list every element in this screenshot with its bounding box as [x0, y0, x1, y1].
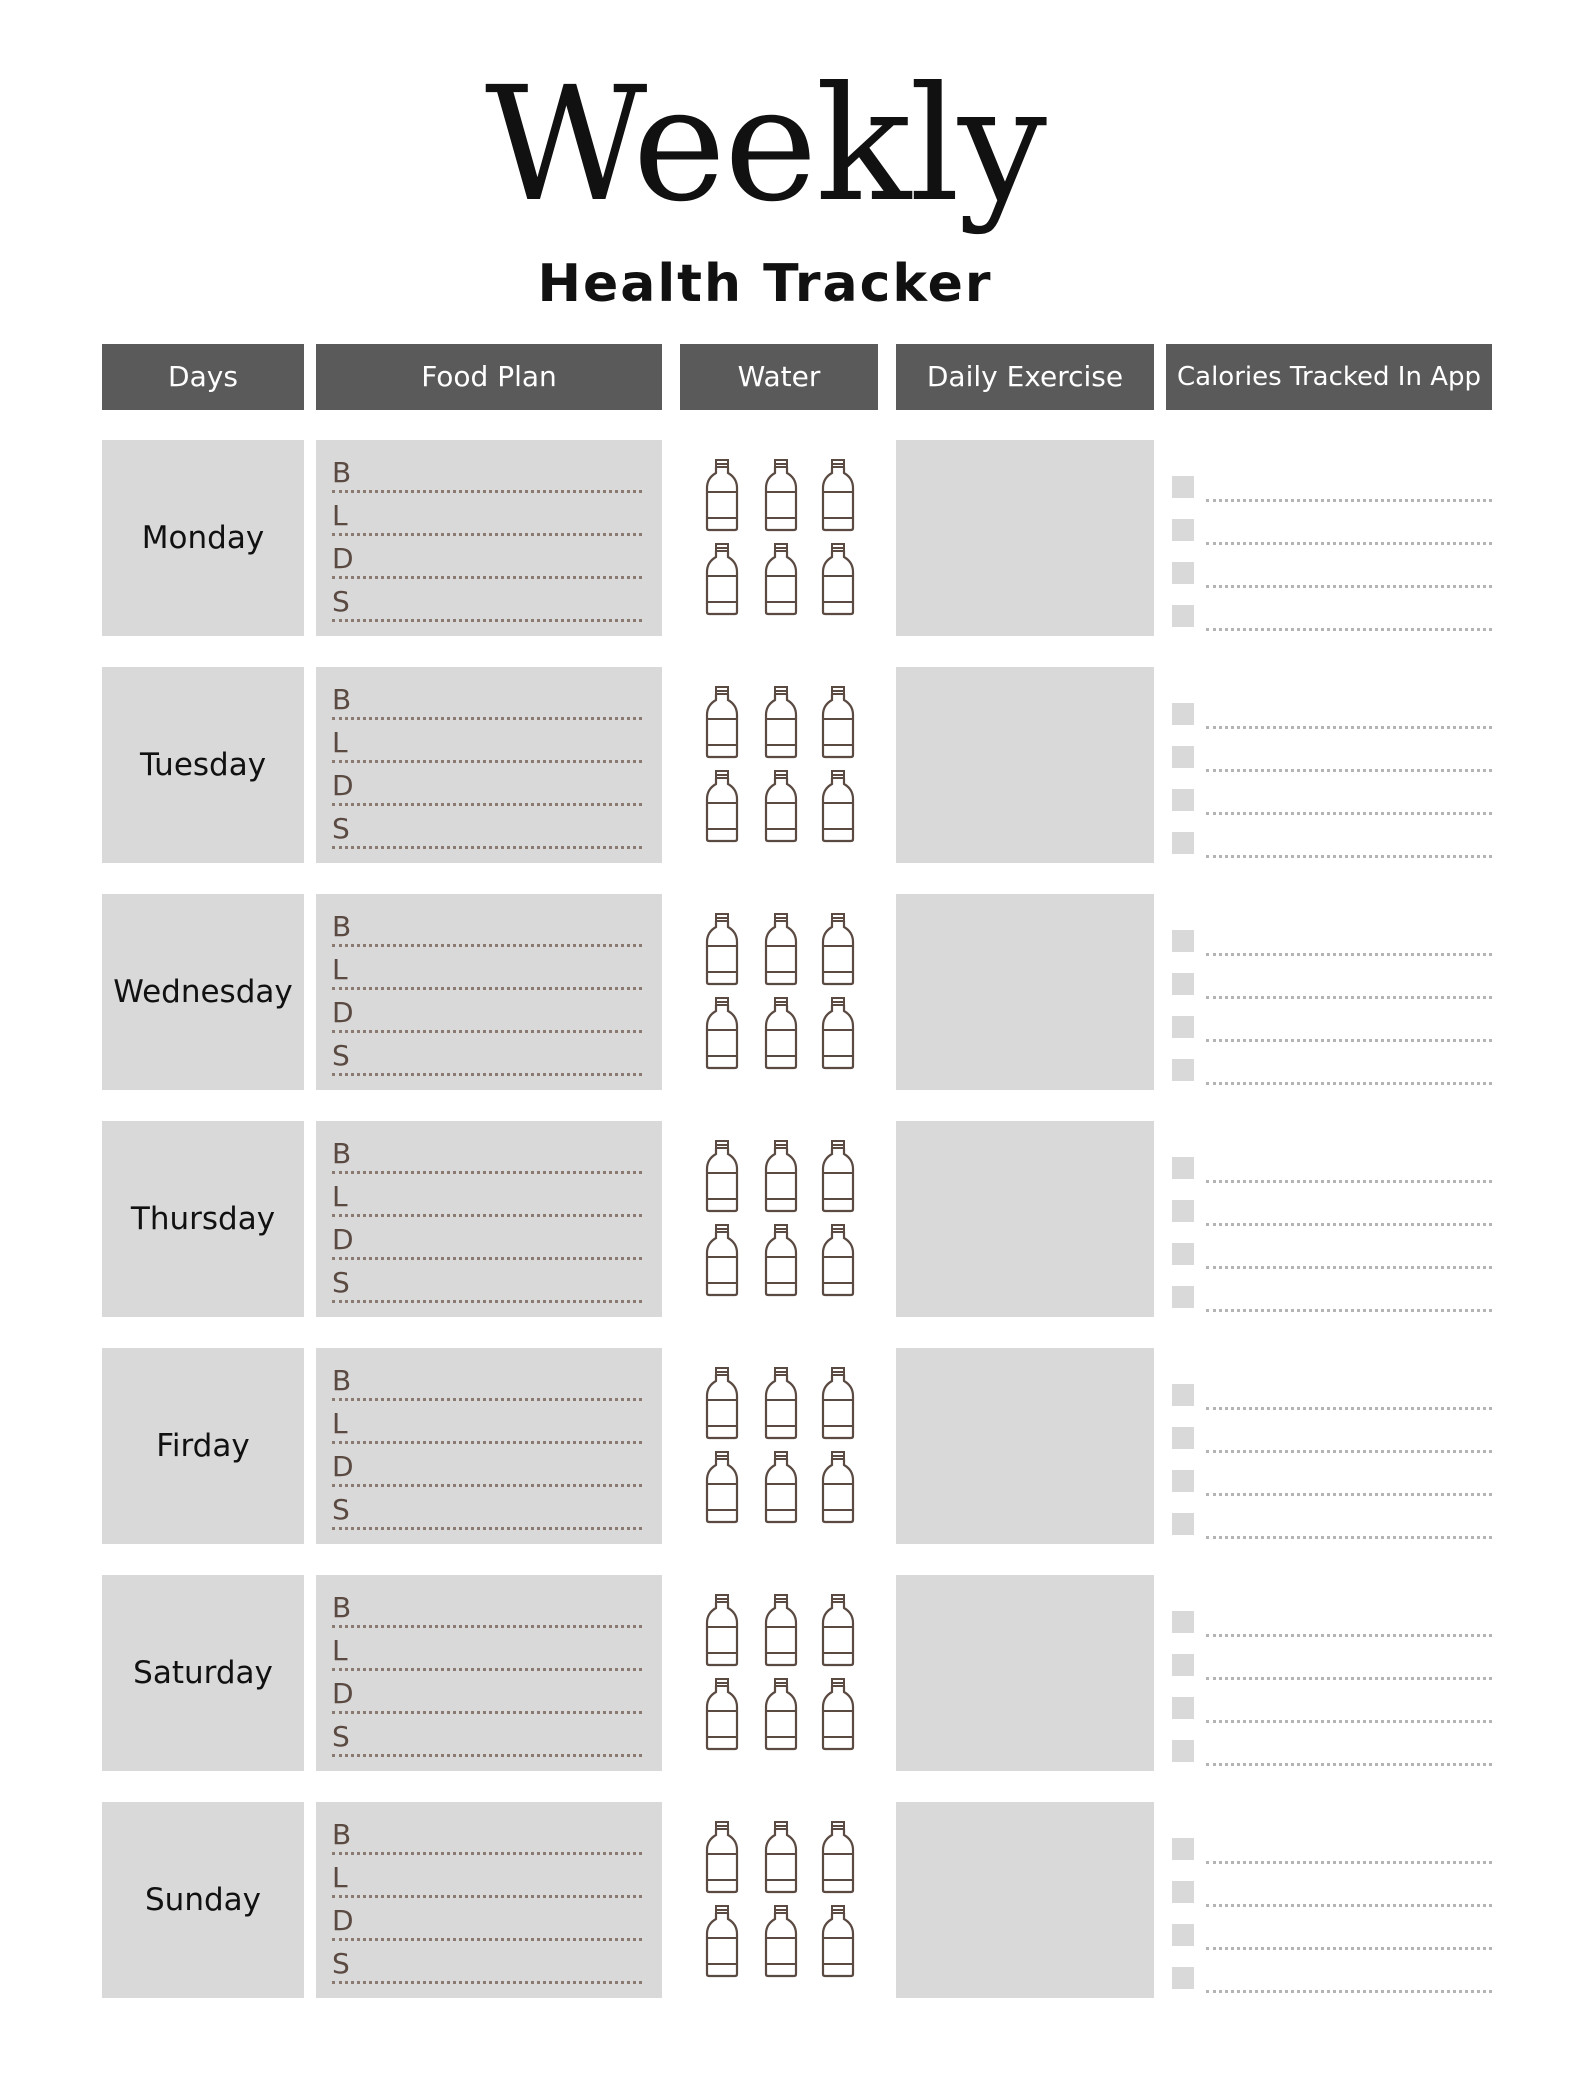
exercise-cell[interactable] — [896, 440, 1154, 636]
calorie-entry-line[interactable] — [1206, 584, 1492, 588]
water-bottle-icon[interactable] — [705, 996, 739, 1070]
water-bottle-icon[interactable] — [821, 1450, 855, 1524]
water-cell — [680, 667, 878, 863]
calorie-entry-line[interactable] — [1206, 725, 1492, 729]
water-cell — [680, 440, 878, 636]
meal-letter: S — [332, 1720, 350, 1753]
water-bottle-icon[interactable] — [705, 769, 739, 843]
meal-letter: B — [332, 910, 352, 943]
food-plan-cell — [316, 1802, 662, 1998]
calorie-entry-line[interactable] — [1206, 1265, 1492, 1269]
meal-letter: S — [332, 812, 350, 845]
calorie-check-row — [1172, 730, 1492, 772]
exercise-cell[interactable] — [896, 1802, 1154, 1998]
calorie-check-row — [1172, 1270, 1492, 1312]
meal-entry-line[interactable] — [332, 1129, 642, 1174]
meal-letter: B — [332, 456, 352, 489]
meal-entry-line[interactable] — [332, 675, 642, 720]
calorie-checkbox[interactable] — [1172, 1611, 1194, 1633]
day-label: Tuesday — [102, 667, 304, 863]
calorie-entry-line[interactable] — [1206, 1903, 1492, 1907]
calories-cell — [1172, 1575, 1492, 1771]
water-bottle-icon[interactable] — [821, 769, 855, 843]
meal-entry-line[interactable] — [332, 1669, 642, 1714]
calories-cell — [1172, 894, 1492, 1090]
calorie-check-row — [1172, 503, 1492, 545]
meal-entry-line[interactable] — [332, 902, 642, 947]
meal-entry-line[interactable] — [332, 761, 642, 806]
meal-entry-line[interactable] — [332, 448, 642, 493]
calorie-checkbox[interactable] — [1172, 1243, 1194, 1265]
calorie-checkbox[interactable] — [1172, 1200, 1194, 1222]
calorie-check-row — [1172, 1724, 1492, 1766]
water-cell — [680, 1121, 878, 1317]
calorie-check-row — [1172, 1454, 1492, 1496]
water-bottle-icon[interactable] — [705, 1904, 739, 1978]
meal-letter: D — [332, 996, 354, 1029]
calorie-checkbox[interactable] — [1172, 1513, 1194, 1535]
calorie-entry-line[interactable] — [1206, 1860, 1492, 1864]
calorie-check-row — [1172, 1141, 1492, 1183]
calorie-check-row — [1172, 1043, 1492, 1085]
water-cell — [680, 1348, 878, 1544]
calorie-check-row — [1172, 1000, 1492, 1042]
meal-letter: L — [332, 1407, 348, 1440]
meal-letter: B — [332, 1137, 352, 1170]
calories-cell — [1172, 1802, 1492, 1998]
meal-letter: L — [332, 1180, 348, 1213]
calorie-entry-line[interactable] — [1206, 811, 1492, 815]
calorie-checkbox[interactable] — [1172, 1384, 1194, 1406]
meal-entry-line[interactable] — [332, 945, 642, 990]
meal-letter: D — [332, 1223, 354, 1256]
calorie-entry-line[interactable] — [1206, 627, 1492, 631]
water-bottle-icon[interactable] — [705, 1139, 739, 1213]
water-bottle-icon[interactable] — [821, 996, 855, 1070]
exercise-cell[interactable] — [896, 1575, 1154, 1771]
calorie-checkbox[interactable] — [1172, 1838, 1194, 1860]
calorie-check-row — [1172, 1908, 1492, 1950]
meal-letter: S — [332, 1039, 350, 1072]
meal-entry-line[interactable] — [332, 1356, 642, 1401]
calorie-check-row — [1172, 687, 1492, 729]
meal-letter: B — [332, 1364, 352, 1397]
calories-cell — [1172, 1348, 1492, 1544]
water-bottle-icon[interactable] — [705, 1450, 739, 1524]
calorie-check-row — [1172, 1951, 1492, 1993]
water-bottle-icon[interactable] — [764, 1450, 798, 1524]
day-label: Monday — [102, 440, 304, 636]
water-bottle-icon[interactable] — [821, 1139, 855, 1213]
meal-entry-line[interactable] — [332, 804, 642, 849]
calorie-checkbox[interactable] — [1172, 476, 1194, 498]
water-bottle-icon[interactable] — [705, 685, 739, 759]
calorie-checkbox[interactable] — [1172, 1016, 1194, 1038]
calorie-checkbox[interactable] — [1172, 1654, 1194, 1676]
calorie-checkbox[interactable] — [1172, 1157, 1194, 1179]
water-bottle-icon[interactable] — [821, 1904, 855, 1978]
calorie-entry-line[interactable] — [1206, 1081, 1492, 1085]
calorie-check-row — [1172, 1681, 1492, 1723]
calorie-entry-line[interactable] — [1206, 768, 1492, 772]
calories-cell — [1172, 1121, 1492, 1317]
calorie-entry-line[interactable] — [1206, 1719, 1492, 1723]
meal-entry-line[interactable] — [332, 1258, 642, 1303]
water-bottle-icon[interactable] — [821, 685, 855, 759]
water-bottle-icon[interactable] — [764, 542, 798, 616]
header-calories: Calories Tracked In App — [1166, 344, 1492, 410]
header-days: Days — [102, 344, 304, 410]
water-bottle-icon[interactable] — [821, 1677, 855, 1751]
calorie-checkbox[interactable] — [1172, 1740, 1194, 1762]
calorie-entry-line[interactable] — [1206, 1676, 1492, 1680]
meal-entry-line[interactable] — [332, 491, 642, 536]
calorie-check-row — [1172, 1595, 1492, 1637]
water-bottle-icon[interactable] — [764, 1223, 798, 1297]
calorie-check-row — [1172, 957, 1492, 999]
meal-letter: S — [332, 1947, 350, 1980]
meal-entry-line[interactable] — [332, 1626, 642, 1671]
calorie-check-row — [1172, 1411, 1492, 1453]
water-bottle-icon[interactable] — [764, 1677, 798, 1751]
water-cell — [680, 1575, 878, 1771]
calorie-check-row — [1172, 1865, 1492, 1907]
meal-entry-line[interactable] — [332, 1583, 642, 1628]
water-bottle-icon[interactable] — [821, 1366, 855, 1440]
calorie-entry-line[interactable] — [1206, 1406, 1492, 1410]
meal-letter: B — [332, 1818, 352, 1851]
meal-letter: L — [332, 953, 348, 986]
calories-cell — [1172, 440, 1492, 636]
exercise-cell[interactable] — [896, 1348, 1154, 1544]
header-water: Water — [680, 344, 878, 410]
calorie-checkbox[interactable] — [1172, 1059, 1194, 1081]
calorie-checkbox[interactable] — [1172, 519, 1194, 541]
water-bottle-icon[interactable] — [821, 1593, 855, 1667]
water-bottle-icon[interactable] — [764, 1904, 798, 1978]
meal-entry-line[interactable] — [332, 718, 642, 763]
calorie-entry-line[interactable] — [1206, 995, 1492, 999]
exercise-cell[interactable] — [896, 667, 1154, 863]
calorie-checkbox[interactable] — [1172, 930, 1194, 952]
calorie-checkbox[interactable] — [1172, 832, 1194, 854]
calorie-check-row — [1172, 1227, 1492, 1269]
calorie-check-row — [1172, 1184, 1492, 1226]
day-label: Saturday — [102, 1575, 304, 1771]
water-bottle-icon[interactable] — [705, 1677, 739, 1751]
meal-entry-line[interactable] — [332, 1712, 642, 1757]
calorie-checkbox[interactable] — [1172, 562, 1194, 584]
water-bottle-icon[interactable] — [705, 1820, 739, 1894]
food-plan-cell — [316, 894, 662, 1090]
food-plan-cell — [316, 1121, 662, 1317]
calorie-entry-line[interactable] — [1206, 1038, 1492, 1042]
meal-entry-line[interactable] — [332, 1399, 642, 1444]
calorie-check-row — [1172, 816, 1492, 858]
calorie-checkbox[interactable] — [1172, 973, 1194, 995]
meal-entry-line[interactable] — [332, 988, 642, 1033]
water-bottle-icon[interactable] — [764, 769, 798, 843]
calories-cell — [1172, 667, 1492, 863]
water-bottle-icon[interactable] — [821, 1223, 855, 1297]
calorie-checkbox[interactable] — [1172, 1697, 1194, 1719]
calorie-check-row — [1172, 914, 1492, 956]
water-bottle-icon[interactable] — [821, 1820, 855, 1894]
calorie-entry-line[interactable] — [1206, 498, 1492, 502]
calorie-checkbox[interactable] — [1172, 1286, 1194, 1308]
calorie-entry-line[interactable] — [1206, 1308, 1492, 1312]
meal-letter: S — [332, 585, 350, 618]
calorie-checkbox[interactable] — [1172, 1924, 1194, 1946]
calorie-checkbox[interactable] — [1172, 605, 1194, 627]
water-bottle-icon[interactable] — [821, 912, 855, 986]
water-bottle-icon[interactable] — [764, 458, 798, 532]
meal-letter: S — [332, 1493, 350, 1526]
water-bottle-icon[interactable] — [821, 458, 855, 532]
meal-entry-line[interactable] — [332, 1810, 642, 1855]
water-cell — [680, 894, 878, 1090]
meal-letter: D — [332, 542, 354, 575]
water-bottle-icon[interactable] — [705, 1223, 739, 1297]
water-bottle-icon[interactable] — [705, 1593, 739, 1667]
calorie-check-row — [1172, 1822, 1492, 1864]
water-bottle-icon[interactable] — [764, 1593, 798, 1667]
header-food-plan: Food Plan — [316, 344, 662, 410]
meal-entry-line[interactable] — [332, 1939, 642, 1984]
meal-entry-line[interactable] — [332, 1853, 642, 1898]
water-bottle-icon[interactable] — [705, 912, 739, 986]
meal-letter: S — [332, 1266, 350, 1299]
calorie-entry-line[interactable] — [1206, 1989, 1492, 1993]
water-bottle-icon[interactable] — [764, 912, 798, 986]
water-bottle-icon[interactable] — [764, 996, 798, 1070]
calorie-check-row — [1172, 546, 1492, 588]
calorie-check-row — [1172, 589, 1492, 631]
calorie-entry-line[interactable] — [1206, 1535, 1492, 1539]
water-cell — [680, 1802, 878, 1998]
day-label: Sunday — [102, 1802, 304, 1998]
calorie-checkbox[interactable] — [1172, 746, 1194, 768]
day-label: Wednesday — [102, 894, 304, 1090]
meal-letter: D — [332, 769, 354, 802]
food-plan-cell — [316, 440, 662, 636]
calorie-entry-line[interactable] — [1206, 854, 1492, 858]
calorie-entry-line[interactable] — [1206, 952, 1492, 956]
calorie-checkbox[interactable] — [1172, 1967, 1194, 1989]
calorie-entry-line[interactable] — [1206, 1762, 1492, 1766]
water-bottle-icon[interactable] — [821, 542, 855, 616]
calorie-check-row — [1172, 1368, 1492, 1410]
meal-entry-line[interactable] — [332, 1485, 642, 1530]
water-bottle-icon[interactable] — [705, 1366, 739, 1440]
calorie-entry-line[interactable] — [1206, 1633, 1492, 1637]
calorie-entry-line[interactable] — [1206, 1449, 1492, 1453]
water-bottle-icon[interactable] — [764, 1820, 798, 1894]
day-label: Thursday — [102, 1121, 304, 1317]
water-bottle-icon[interactable] — [705, 458, 739, 532]
meal-entry-line[interactable] — [332, 577, 642, 622]
calorie-check-row — [1172, 460, 1492, 502]
calorie-entry-line[interactable] — [1206, 1179, 1492, 1183]
meal-letter: B — [332, 683, 352, 716]
meal-letter: L — [332, 1634, 348, 1667]
meal-letter: D — [332, 1904, 354, 1937]
page-subtitle: Health Tracker — [537, 254, 993, 314]
calorie-entry-line[interactable] — [1206, 1946, 1492, 1950]
calorie-checkbox[interactable] — [1172, 1881, 1194, 1903]
food-plan-cell — [316, 1348, 662, 1544]
meal-entry-line[interactable] — [332, 1031, 642, 1076]
meal-letter: D — [332, 1677, 354, 1710]
page-title: Weekly — [484, 53, 1046, 237]
meal-letter: L — [332, 499, 348, 532]
calorie-checkbox[interactable] — [1172, 1427, 1194, 1449]
calorie-entry-line[interactable] — [1206, 1492, 1492, 1496]
exercise-cell[interactable] — [896, 1121, 1154, 1317]
calorie-check-row — [1172, 1497, 1492, 1539]
meal-entry-line[interactable] — [332, 1896, 642, 1941]
meal-entry-line[interactable] — [332, 534, 642, 579]
food-plan-cell — [316, 1575, 662, 1771]
calorie-entry-line[interactable] — [1206, 541, 1492, 545]
meal-entry-line[interactable] — [332, 1442, 642, 1487]
calorie-entry-line[interactable] — [1206, 1222, 1492, 1226]
calorie-checkbox[interactable] — [1172, 703, 1194, 725]
food-plan-cell — [316, 667, 662, 863]
meal-entry-line[interactable] — [332, 1172, 642, 1217]
water-bottle-icon[interactable] — [705, 542, 739, 616]
meal-letter: D — [332, 1450, 354, 1483]
meal-letter: B — [332, 1591, 352, 1624]
meal-entry-line[interactable] — [332, 1215, 642, 1260]
calorie-check-row — [1172, 773, 1492, 815]
exercise-cell[interactable] — [896, 894, 1154, 1090]
day-label: Firday — [102, 1348, 304, 1544]
calorie-check-row — [1172, 1638, 1492, 1680]
water-bottle-icon[interactable] — [764, 1139, 798, 1213]
calorie-checkbox[interactable] — [1172, 1470, 1194, 1492]
meal-letter: L — [332, 726, 348, 759]
meal-letter: L — [332, 1861, 348, 1894]
water-bottle-icon[interactable] — [764, 685, 798, 759]
water-bottle-icon[interactable] — [764, 1366, 798, 1440]
header-daily-exercise: Daily Exercise — [896, 344, 1154, 410]
calorie-checkbox[interactable] — [1172, 789, 1194, 811]
